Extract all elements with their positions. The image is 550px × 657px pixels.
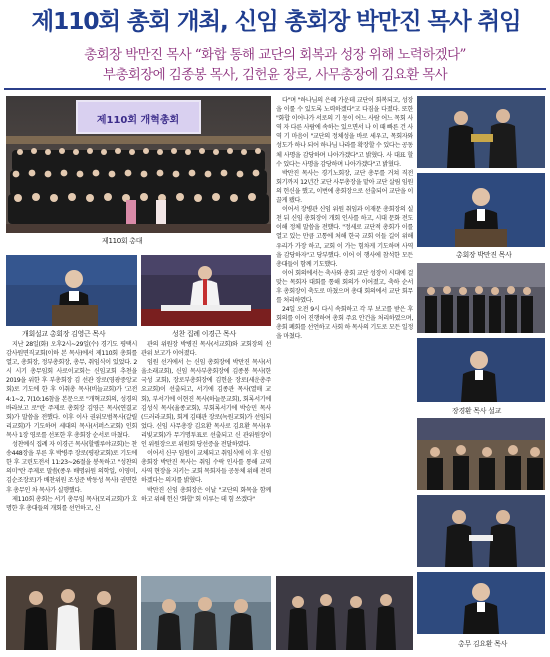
article-column-3 bbox=[276, 96, 413, 604]
banner-text: 제110회 개혁총회 bbox=[96, 115, 180, 126]
new-president-photo bbox=[417, 173, 545, 247]
article-paragraph: 임원 선거에서 는 신임 총회장에 박만진 목사(서울소래교회), 신임 목사부총회장에 김종봉 목사(한국성 교회), 장로부총회장에 김헌윤 장로(세운총주요교회)이 선출되고, 서기에 김종관 목사(열매 교회), 부서기에 이현진 목사(하늘문교회), 회록서기에 김성식 목사(율종교회), 부회록서기에 박승민 목사(드러라교회), 회계 김태관 장로(녹원교회)가 선임되었다. 신임 사무총장 김요환 목사로 김요환 목사(우리빛교회)가 무기명투표로 선출되고 신 관위원장이 인 위원장으로 위원회 당선증을 전달하였다. bbox=[141, 359, 271, 449]
headline-rule bbox=[4, 88, 546, 90]
caption-general-affairs: 총무 김요환 목사 bbox=[458, 640, 508, 648]
caption-new-president: 총회장 박만진 목사 bbox=[456, 251, 512, 259]
article-column-1 bbox=[6, 340, 137, 570]
article-paragraph: 이어 회의에서는 축사와 총회 교단 성장이 시대에 걸맞는 목회자 대회를 통해 회의가 이어졌고, 축하 순서 후 총회장이 축도로 마쳤으며 총대 회의에서 교단 회무를 처리하였다. bbox=[276, 269, 413, 305]
subheadline-1: 총회장 박만진 목사 “화합 통해 교단의 회복과 성장 위해 노력하겠다” bbox=[84, 47, 466, 63]
sermon-photo bbox=[417, 338, 545, 402]
article-paragraph: 관의 위원장 박병진 목사(서교회)와 교회장의 선관위 보고가 이어졌다. bbox=[141, 341, 271, 358]
article-column-2 bbox=[141, 340, 271, 570]
caption-opening-sermon: 개회설교 총회장 김영근 목사 bbox=[22, 330, 106, 338]
caption-communion: 성찬 집례 이경근 목사 bbox=[172, 330, 236, 338]
right-photo-3 bbox=[417, 263, 545, 333]
right-photo-1 bbox=[417, 96, 545, 168]
article-paragraph: 다"며 "하나님의 은혜 가운데 교단이 회복되고, 성장을 이룰 수 있도록 노력하겠다"고 다짐을 다졌다. 또한 "화합 이어나가 서로의 기 동이 어느 사람 어느 목회 사역 자 다른 사람에 속하는 있으면서 나 이 때 빠른 건 사역 기 마음이 "교단의 정체성을 바로 세우고, 목회자와 성도가 하나 되어 하나님 나라를 확장할 수 있다는 공동체 사명을 감당하며 나아가겠다"고 밝혔다. 사 대표 할 수 있다는 사명을 감당하며 나아가겠다"고 밝혔다. bbox=[276, 97, 413, 168]
article-paragraph: 이어서 신구 임원이 교체되고 취임식에 이 후 신임 총회장 박만진 목사는 취임 수락 인사를 통해 교역 사역 현장을 지키는 교회 목회자들 공동체 위해 전력하겠다는 의지를 밝혔다. bbox=[141, 450, 271, 485]
bottom-photo-1 bbox=[6, 576, 137, 650]
bottom-photo-2 bbox=[141, 576, 271, 650]
article-paragraph: 제110회 총회는 서기 총무임 목사(모리교회)가 호명한 후 총대들의 개회를 선언하고, 신 bbox=[6, 495, 137, 512]
article-paragraph: 성찬예식 집례 자 이경근 목사(할렐루야교회)는 찬송448장을 부른 후 박병주 장로(평광교회)로 기도에 한 후 고린도전서 11:23~26절을 봉독하고 "성찬의 의미"란 주제로 말씀(종우 배명위원 의학일, 이영미, 김순조장로)가 배찬위원 조성준 박동성 목사) 권면한 후 총무인 차 목사가 실행했다. bbox=[6, 441, 137, 494]
group-photo bbox=[6, 96, 271, 233]
subheadline-2: 부총회장에 김종봉 목사, 김헌윤 장로, 사무총장에 김요환 목사 bbox=[102, 67, 448, 83]
communion-photo bbox=[141, 255, 271, 326]
caption-group-photo: 제110회 총대 bbox=[102, 237, 143, 245]
article-paragraph: 이어서 장병관 신임 위원 취임과 이재문 총회장의 실천 뒤 신임 총회장이 개회 인사를 하고, 시대 문화 전도 이해 정체 말씀을 전했다. "정세로 교단적 총회가 이를 열고 있는 만큼 고통에 처해 한국 교회 이들 길이 위해 우리가 가장 하고, 교회 이 가는 힘차게 기도하며 사역을 감당하자"고 당부했다. 이어 이 행사에 참석한 모든 총대들이 함께 기도했다. bbox=[276, 206, 413, 268]
opening-sermon-photo bbox=[6, 255, 137, 326]
article-paragraph: 24일 오전 9시 다시 속회하고 각 부 보고를 받은 후 회의를 이어 진행하여 총회 주요 안건을 처리하였으며, 총회 폐회를 선언하고 사회 하 목사의 기도로 모든 일정을 마쳤다. bbox=[276, 306, 413, 341]
general-affairs-photo bbox=[417, 572, 545, 634]
article-paragraph: 박만진 목사는 경기노회장, 교단 총무를 거쳐 직전 회기까지 12년간 교단 사무총장을 맡아 교단 살림 임원의 헌신을 했고, 이번에 총회장으로 선출되어 교단을 이끌게 됐다. bbox=[276, 169, 413, 205]
headline: 제110회 총회 개최, 신임 총회장 박만진 목사 취임 bbox=[31, 7, 521, 35]
article-paragraph: 박만진 신임 총회장은 이날 "교단의 화목을 함께 하고 위해 헌신 '화합' 회 이루는 데 힘 쓰겠다" bbox=[141, 486, 271, 503]
right-photo-6 bbox=[417, 495, 545, 567]
caption-sermon: 장경환 목사 설교 bbox=[452, 407, 502, 415]
bottom-photo-3 bbox=[276, 576, 413, 650]
right-photo-5 bbox=[417, 418, 545, 490]
article-paragraph: 지난 28일(화) 오후2시~29일(수) 경기도 평택시 감사원면직교회(이하 본 목사)에서 제110회 총회를 열고, 총회장, 정부총회장, 총무, 취임식이 있었다. 2시 시기 총무임회 사로이교회는 신임교회 추천을 2019을 위한 후 부총회장 김 선관 장로(영광중앙교회)로 기도에 한 후 이취총 목사(비늘교회)가 '고전4:1~2, 7(10:16참을 본문으로 "개혁교회의, 성경의 바라보고 로"란 주제로 총회장 김영근 목사(연결교회)가 말씀을 전했다. 이후 이사 권위모범목사(갈릴리교회)가 기도하며 세대의 목사(서퍼스교회) 인회 목사 1장 영로를 선포한 후 총회장 순서로 마쳤다. bbox=[6, 341, 137, 439]
